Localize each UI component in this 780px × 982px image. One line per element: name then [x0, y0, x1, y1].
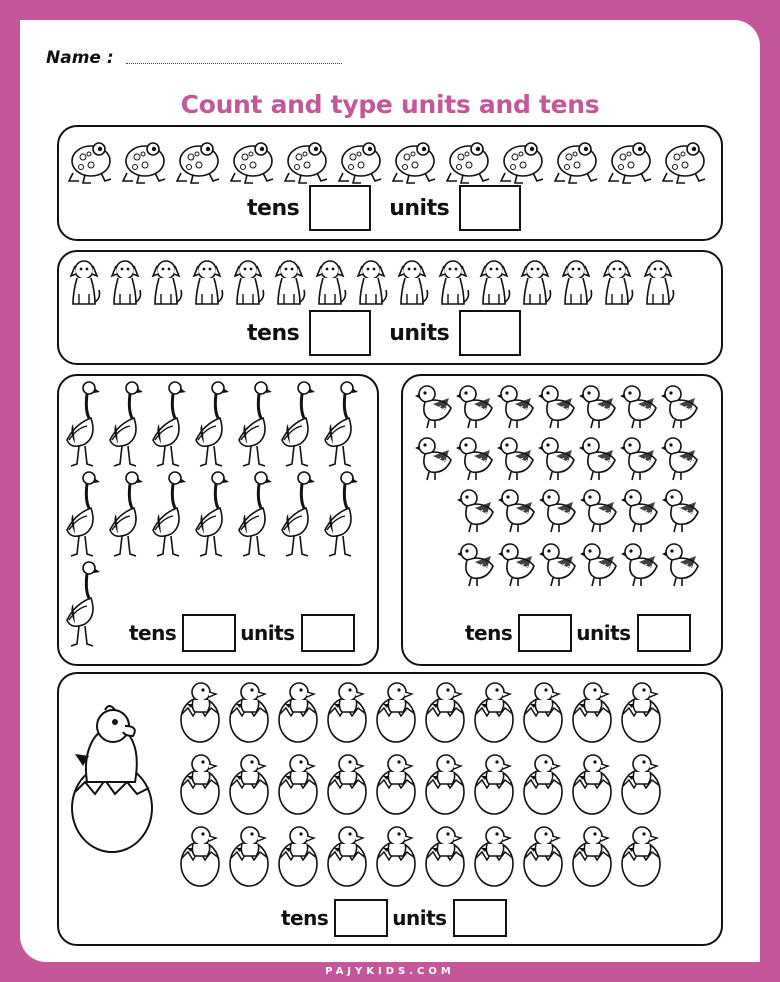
- goose-icon: [235, 380, 277, 468]
- dog-row: [65, 258, 677, 310]
- units-label: units: [576, 621, 631, 645]
- dog-icon: [352, 258, 390, 310]
- bird-icon: [456, 432, 496, 482]
- worksheet: [20, 20, 760, 962]
- goose-icon: [106, 380, 148, 468]
- chick-egg-icon: [473, 822, 516, 888]
- bird-icon: [579, 380, 619, 430]
- frog-icon: [659, 135, 708, 187]
- goose-icon: [149, 380, 191, 468]
- frog-icon: [65, 135, 114, 187]
- chick-egg-icon: [228, 750, 271, 816]
- tens-label: tens: [281, 906, 329, 930]
- bird-icon: [498, 538, 538, 588]
- dog-icon: [475, 258, 513, 310]
- chick-egg-icon: [522, 750, 565, 816]
- units-label: units: [389, 320, 450, 346]
- bird-icon: [415, 432, 455, 482]
- bird-icon: [580, 538, 620, 588]
- frog-icon: [173, 135, 222, 187]
- chick-egg-icon: [473, 750, 516, 816]
- dog-icon: [639, 258, 677, 310]
- chick-egg-icon: [424, 750, 467, 816]
- dog-icon: [106, 258, 144, 310]
- dog-icon: [393, 258, 431, 310]
- bird-icon: [415, 380, 455, 430]
- answer-geese: [129, 614, 359, 652]
- bird-icon: [539, 538, 579, 588]
- dog-icon: [311, 258, 349, 310]
- frog-icon: [281, 135, 330, 187]
- dog-icon: [229, 258, 267, 310]
- goose-icon: [63, 380, 105, 468]
- bird-icon: [538, 432, 578, 482]
- dog-icon: [598, 258, 636, 310]
- chick-egg-icon: [375, 678, 418, 744]
- goose-icon: [149, 470, 191, 558]
- bird-icon: [620, 432, 660, 482]
- answer-chicks: [281, 899, 511, 937]
- frog-icon: [335, 135, 384, 187]
- bird-icon: [498, 484, 538, 534]
- chick-egg-icon: [571, 750, 614, 816]
- dog-icon: [147, 258, 185, 310]
- frog-icon: [605, 135, 654, 187]
- chick-egg-icon: [620, 678, 663, 744]
- chick-egg-icon: [424, 822, 467, 888]
- chick-row: [179, 750, 663, 816]
- bird-icon: [662, 538, 702, 588]
- bird-icon: [538, 380, 578, 430]
- exercise-birds: [401, 374, 723, 666]
- bird-icon: [621, 538, 661, 588]
- chick-egg-icon: [571, 822, 614, 888]
- site-footer: PAJYKIDS.COM: [325, 966, 455, 977]
- bird-icon: [457, 484, 497, 534]
- chick-egg-icon: [228, 822, 271, 888]
- chick-egg-icon: [277, 822, 320, 888]
- tens-input[interactable]: [182, 614, 236, 652]
- bird-icon: [621, 484, 661, 534]
- tens-input[interactable]: [518, 614, 572, 652]
- units-input[interactable]: [301, 614, 355, 652]
- goose-icon: [278, 380, 320, 468]
- bird-row: [457, 484, 702, 534]
- units-label: units: [389, 195, 450, 221]
- exercise-dogs: [57, 250, 723, 365]
- bird-icon: [661, 432, 701, 482]
- chick-egg-icon: [326, 678, 369, 744]
- tens-input[interactable]: [334, 899, 388, 937]
- goose-icon: [235, 470, 277, 558]
- chick-egg-icon: [571, 678, 614, 744]
- frog-icon: [497, 135, 546, 187]
- tens-input[interactable]: [309, 185, 371, 231]
- bird-row: [415, 380, 701, 430]
- chick-egg-icon: [620, 822, 663, 888]
- units-input[interactable]: [453, 899, 507, 937]
- chick-egg-icon: [179, 822, 222, 888]
- goose-icon: [192, 380, 234, 468]
- units-label: units: [240, 621, 295, 645]
- goose-icon: [278, 470, 320, 558]
- goose-icon: [321, 470, 363, 558]
- goose-row: [63, 380, 363, 468]
- goose-icon: [63, 470, 105, 558]
- exercise-chicks: [57, 672, 723, 946]
- chick-egg-icon: [522, 678, 565, 744]
- answer-frogs: [247, 185, 539, 231]
- frog-icon: [443, 135, 492, 187]
- chick-egg-illustration: [69, 696, 155, 856]
- chick-egg-icon: [375, 822, 418, 888]
- units-label: units: [392, 906, 447, 930]
- dog-icon: [270, 258, 308, 310]
- bird-icon: [456, 380, 496, 430]
- units-input[interactable]: [637, 614, 691, 652]
- chick-egg-icon: [179, 678, 222, 744]
- frog-row: [65, 135, 708, 187]
- page-title: Count and type units and tens: [180, 90, 600, 119]
- dog-icon: [65, 258, 103, 310]
- tens-label: tens: [129, 621, 177, 645]
- goose-icon: [63, 560, 105, 648]
- chick-egg-icon: [277, 750, 320, 816]
- bird-row: [415, 432, 701, 482]
- chick-egg-icon: [277, 678, 320, 744]
- chick-egg-icon: [375, 750, 418, 816]
- chick-egg-icon: [326, 822, 369, 888]
- tens-label: tens: [247, 195, 300, 221]
- tens-label: tens: [247, 320, 300, 346]
- chick-egg-icon: [522, 822, 565, 888]
- goose-icon: [106, 470, 148, 558]
- tens-input[interactable]: [309, 310, 371, 356]
- chick-egg-icon: [228, 678, 271, 744]
- bird-row: [457, 538, 702, 588]
- chick-row: [179, 822, 663, 888]
- units-input[interactable]: [459, 185, 521, 231]
- bird-icon: [580, 484, 620, 534]
- chick-egg-icon: [620, 750, 663, 816]
- name-label: Name :: [46, 48, 114, 68]
- units-input[interactable]: [459, 310, 521, 356]
- goose-row: [63, 470, 363, 558]
- frog-icon: [551, 135, 600, 187]
- chick-egg-icon: [473, 678, 516, 744]
- bird-icon: [539, 484, 579, 534]
- bird-icon: [497, 380, 537, 430]
- goose-icon: [321, 380, 363, 468]
- dog-icon: [434, 258, 472, 310]
- answer-birds: [465, 614, 695, 652]
- dog-icon: [557, 258, 595, 310]
- tens-label: tens: [465, 621, 513, 645]
- dog-icon: [188, 258, 226, 310]
- dog-icon: [516, 258, 554, 310]
- bird-icon: [620, 380, 660, 430]
- exercise-geese: [57, 374, 379, 666]
- bird-icon: [661, 380, 701, 430]
- bird-icon: [497, 432, 537, 482]
- chick-egg-icon: [179, 750, 222, 816]
- goose-row: [63, 560, 105, 648]
- chick-egg-icon: [326, 750, 369, 816]
- bird-icon: [457, 538, 497, 588]
- chick-row: [179, 678, 663, 744]
- name-field[interactable]: [126, 63, 342, 64]
- frog-icon: [227, 135, 276, 187]
- chick-egg-icon: [424, 678, 467, 744]
- frog-icon: [119, 135, 168, 187]
- bird-icon: [579, 432, 619, 482]
- answer-dogs: [247, 310, 539, 356]
- frog-icon: [389, 135, 438, 187]
- goose-icon: [192, 470, 234, 558]
- bird-icon: [662, 484, 702, 534]
- exercise-frogs: [57, 125, 723, 241]
